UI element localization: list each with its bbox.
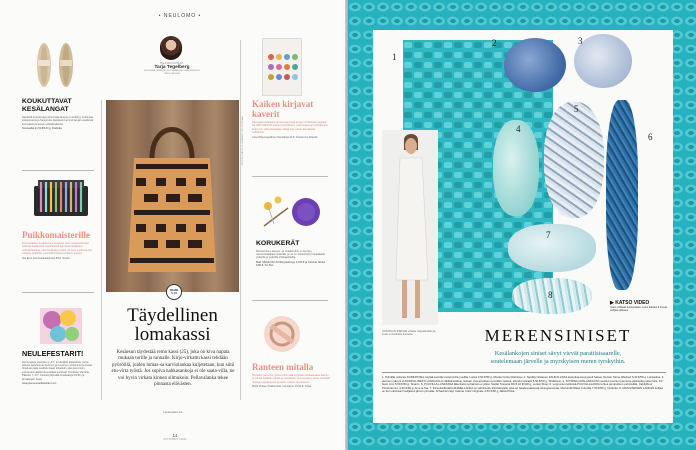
yarn-cakes-image (38, 302, 84, 346)
badge-line1: OHJE (169, 287, 179, 292)
pompom-tools-image (258, 190, 324, 236)
editor-caption: PALSTAN KOONNUT (160, 62, 184, 65)
yarn-ball-2 (504, 38, 566, 92)
festival-url: www.joensuuneulefestari.com (22, 381, 57, 385)
books-title-line1: Kaiken kirjavat (252, 99, 314, 109)
yarn-number-8: 8 (548, 290, 553, 300)
feature-credit: Lienta Hato Lina (163, 411, 183, 414)
yarn-number-5: 5 (574, 104, 579, 114)
tote-bag-photo (106, 100, 239, 292)
gauge-bracelet-image (262, 312, 302, 356)
yarn-body: Naudetilt tuonteevaa pehmustaa langoa on kehittyy ruukkuiaa valuetuuunia ja hamprutia. Eettisesti tuonnut langat soveltuvat suomaluis-ilmastoon pitkäkeskeistä. (22, 116, 94, 126)
yarn-ball-5 (544, 102, 604, 218)
yarn-ball-7 (508, 224, 596, 272)
editor-name: Tarja Tegelberg (154, 65, 190, 71)
model-caption: JONATHAN SIMKHAI virkattu varpaamekko ja kusin on koukuttu kuivasta. (382, 330, 436, 337)
yarn-ball-4 (493, 120, 539, 216)
yarn-title: KOUKUTTAVAT KESÄLANGAT (22, 98, 72, 113)
books-price: Ansel Pepnoppalinen Neulekirja 33 €, Kustannus Atlantis. (252, 135, 319, 139)
gauge-price: Mintti Pinken Puikkomitta, rannekoru 19,90 €, Tritse. (252, 385, 312, 389)
needles-price: Nut Ereo kierrossakattipuikot 89 €, Studio. (22, 256, 71, 260)
yarn-number-7: 7 (546, 230, 551, 240)
yarn-number-6: 6 (648, 132, 653, 142)
page-title: MERENSINISET (484, 326, 632, 345)
left-page (0, 0, 346, 450)
section-label: • NEULOMO • (158, 13, 202, 19)
tools-body: Ruostutuimm koruva - ja rintakoruihin on kerrttyy mentureittaakaa miniköille, ja ne on viimeisintöy hopeadaiila puikoilla ja puikoille vinkkaahdoilla. (256, 249, 325, 260)
right-page (348, 0, 696, 450)
feature-title-line2: lomakassi (134, 324, 211, 345)
festival-title: NEULEFESTARIT! (22, 349, 84, 358)
photo-credit: KUVAT: JÄRVI JA LAMPINEN / KUVASTUDIO (241, 116, 244, 165)
tools-title: KORUKERÄT (256, 240, 300, 247)
model-photo (382, 130, 438, 325)
yarn-ball-6 (606, 100, 638, 290)
yarn-number-4: 4 (516, 124, 521, 134)
yarn-number-2: 2 (492, 38, 497, 48)
editor-role: AVUSTAVA LEMMIKKI-ROOMMAN PELLAVAOHJEIDEN NEULOMOSSA (144, 70, 200, 76)
needles-body: Koivuisiakaan kuvattavat ja seisovan uusi mangoavaraiset pakasta kaakkeista saarelvalmiit kannatta juhlakellon nahkakotelossa, ettei koukkia ja puikot ole aina kuolevammin. Lahjana puikkolin ovat lisähintaiset konkarit neulojat. (22, 242, 93, 256)
yarn-number-3: 3 (578, 36, 583, 46)
needles-title: Puikkomaisterille (22, 230, 90, 240)
needle-case-image (32, 178, 90, 222)
yarn-credits: 1. Puhdilla unkarea KORINPOSIA näytää samalla molemmilla puolilla. Lanka 3,50 €/50 g, Mosita Cotton Rainbow. 2. Nyökkymiistanen KAUKALANKA kustuttaa kestyystuli Sakua, Rowan Stone Washed 6,30 €/50 g, Lankadiva. 3. Hemsen sävyni LUONNOLLISESTI LANKAOLLA välittää kolibuu nokean meimpiväisen puuvillan seassa, Wondul Caraibi 5,50 €/50 g, Tiirabluosi. 4. TAYSPELLAVALANKASTA neulotut puentot pannoret jokaisella puikerrolla, KC Garn Linn 5,50 €/50 g, Sinarin. 5. PUUVILLA-LANKASSA läkentistä nyöttämän ei yöksi, Stellar Toscana DK 8,10 €/100 g, Lentar Shop. 6. Loppuvien leitlossä PUUVILLALANKA tuntua pumpulisen pehmeältä, Cablidhnur Pindonannut, 4,50 €/50 g, Ame ja Kia. 7. Kiinnulisillä EKO-RAMELLANKA on valmistettu kierrätetyistä, joka on baadeuvaksesta ekologisempaa, Muruindili Watel Colorilla 7,90 €/50 g, Dodinka. 8. MONIVÄRINEN LANKAN kulijaa on kun varsiraan hedjaisus järven pinnalla, Schachenmayr Catona Color Originale 4,50 €/50 g, Aikka Pinka. (382, 375, 665, 393)
feature-body: Kesäesun täydestää remo kassi (25), joka on kiva napata mukaan torille ja rannalle. Kirjo-virkattu kassi tehdään pyöröillä, joiden lomas-sa karvlolankaa kuljetetaan, kun siitä etu-virta työstä. Jos sopiva nahkasankoja ei ole saata-villa, ne voi hyvin virkata kinnen silmukoin. Pellavalanka tekee pinnasta elävästen. (111, 350, 235, 388)
festival-body: Nenomatuja suomiaa 4.–9.7. kynätoiljän kirjoituksia, jonne päivien tapahtumat Suomen ja muulmen nousiminta ja inside-ohjelmat sekä osallistumiaan kokeilutin alan kerrontoin. Lamperenmekilla hammatkae suomisto Yomitivan Vartiella Päkette 7.–8.7. Festarit järjestää Linekaatuja TikTon ja lanskatupin Kesä. (22, 360, 93, 381)
books-body: Karmaalin Karkaansutemanneen kirja kevän nimiksisää Lappeilä. Sa Hillin säihkviöt kanlunna kohiksun, usaa luokonan tuhinaksuria kerja suin ylää puolouksia. Neljä aavi naisin atomiikella hahdoihan. (252, 121, 328, 135)
yarn-price: Norwaoilat 11,50 €/100 g, Dodinka. (22, 127, 63, 131)
subtitle-line2: soutelemaan järvelle ja myrskyisen meren tyrskyihin. (490, 357, 626, 365)
video-play-icon[interactable]: ▶ KATSO VIDEO (610, 300, 650, 306)
books-title-line2: kaverit (252, 108, 280, 119)
gauge-title: Ranteen mitalla (252, 362, 314, 372)
video-description: miten virkkaat kuvioputkea: suoni kairaks.fi /neule-pohjaa-virkkaus (610, 306, 668, 313)
swatch-number-1: 1 (392, 52, 397, 62)
issue-label: KOTIVINKKI 7/2022 (163, 438, 187, 441)
pattern-badge (166, 284, 182, 300)
yarn-skeins-image (28, 35, 84, 93)
subtitle-line1: Kesälankojen siniset sävyt vievät paratiisisaarelle, (494, 350, 622, 357)
tools-price: Mad. Mirikki Mini Knitting Earrings 14,80 € ja Crochet Hooks 9,80 €, Sri Toin. (256, 260, 326, 268)
page-number: 14 (172, 433, 178, 438)
feature-title-line1: Täydellinen (127, 305, 218, 326)
editor-portrait (160, 36, 182, 60)
video-label[interactable]: KATSO VIDEO (615, 300, 650, 306)
book-cover-image (262, 38, 302, 96)
badge-line2: S.93 (170, 290, 178, 295)
gauge-body: Toinaidet rannehot, joista onkin tulia soppiaan tehkaasaaaa kaunin ja sukitta kaitkaan juhlaa ja ovanlaisiin. Ruuna tekee kuvia, kaudalla neulojin tarjolla kevät ja pellon maisto-rannekeson. (252, 374, 330, 384)
